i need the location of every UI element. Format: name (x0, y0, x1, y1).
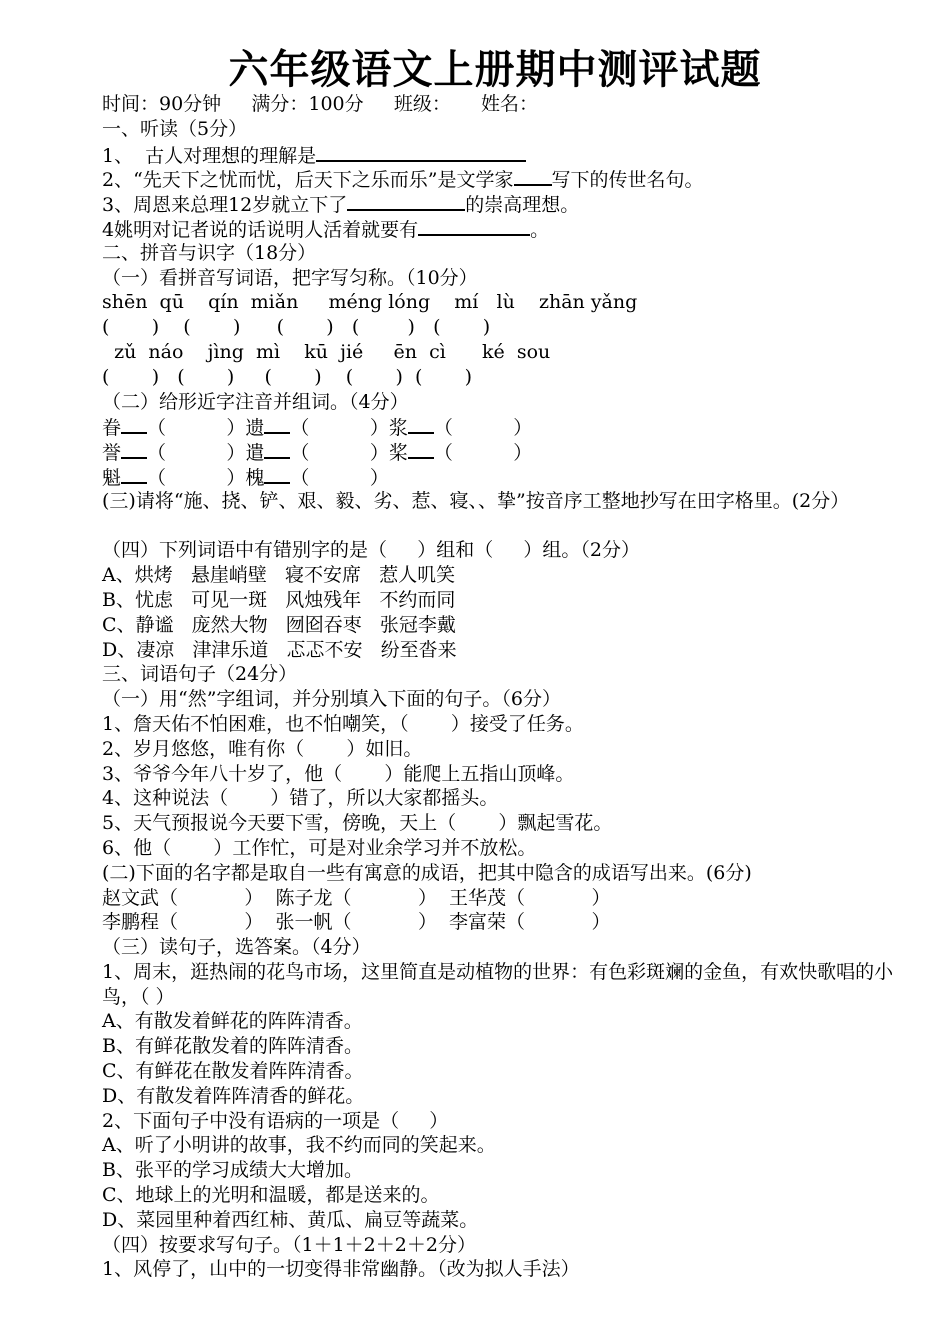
exam-line (102, 191, 902, 216)
line-text: 。 (530, 218, 550, 241)
exam-line (102, 836, 902, 861)
line-text: （一）看拼音写词语，把字写匀称。（10分） (102, 266, 478, 289)
line-text: 1、 古人对理想的理解是 (102, 144, 317, 167)
line-text: zǔ náo jìng mì kū jié ēn cì ké sou (102, 340, 551, 363)
exam-line (102, 315, 902, 340)
answer-blank[interactable] (347, 191, 465, 211)
exam-line (102, 390, 902, 415)
spacer (102, 514, 902, 539)
exam-line (102, 588, 902, 613)
exam-line (102, 166, 902, 191)
exam-line (102, 1109, 902, 1134)
answer-blank[interactable] (121, 439, 147, 459)
line-text: D、有散发着阵阵清香的鲜花。 (102, 1084, 365, 1107)
exam-line (102, 1133, 902, 1158)
page-title: 六年级语文上册期中测评试题 (228, 46, 762, 93)
line-text: D、凄凉 津津乐道 忑忑不安 纷至沓来 (102, 638, 457, 661)
line-text: shēn qū qín miǎn méng lóng mí lù zhān yǎng (102, 291, 638, 314)
exam-line (102, 439, 902, 464)
line-text: 5、天气预报说今天要下雪，傍晚，天上（ ）飘起雪花。 (102, 812, 613, 835)
line-text: （四）下列词语中有错别字的是（ ）组和（ ）组。（2分） (102, 539, 640, 562)
answer-blank[interactable] (264, 439, 290, 459)
line-text: 写下的传世名句。 (551, 169, 704, 192)
exam-line (102, 142, 902, 167)
line-text: C、静谧 庞然大物 囫囵吞枣 张冠李戴 (102, 613, 456, 636)
answer-blank[interactable] (514, 166, 552, 186)
exam-line (102, 1084, 902, 1109)
exam-header: 时间：90分钟 满分：100分 班级： 姓名： (102, 93, 539, 115)
line-text: 1、风停了，山中的一切变得非常幽静。（改为拟人手法） (102, 1258, 580, 1281)
line-text: C、地球上的光明和温暖，都是送来的。 (102, 1184, 440, 1207)
answer-blank[interactable] (264, 464, 290, 484)
line-text: 4姚明对记者说的话说明人活着就要有 (102, 218, 419, 241)
exam-line (102, 464, 902, 489)
exam-line (102, 687, 902, 712)
line-text: D、菜园里种着西红柿、黄瓜、扁豆等蔬菜。 (102, 1208, 479, 1231)
exam-line (102, 1009, 902, 1034)
exam-line (102, 811, 902, 836)
line-text: （ ）槐 (147, 466, 265, 489)
exam-line (102, 1183, 902, 1208)
line-text: 眷 (102, 417, 122, 440)
line-text: B、忧虑 可见一斑 风烛残年 不约而同 (102, 588, 456, 611)
exam-line (102, 489, 902, 514)
exam-line (102, 613, 902, 638)
exam-line (102, 1233, 902, 1258)
line-text: 誉 (102, 442, 122, 465)
exam-line (102, 365, 902, 390)
exam-line (102, 414, 902, 439)
line-text: (三)请将“施、挠、铲、艰、毅、劣、惹、寝、、挚”按音序工整地抄写在田字格里。(2分） (102, 489, 850, 512)
line-text: B、有鲜花散发着的阵阵清香。 (102, 1035, 363, 1058)
line-text: 2、“先天下之忧而忧，后天下之乐而乐”是文学家 (102, 169, 514, 192)
exam-line (102, 340, 902, 365)
exam-line (102, 1158, 902, 1183)
line-text: ( ) ( ) ( ) ( ) ( ) (102, 365, 473, 388)
answer-blank[interactable] (408, 414, 434, 434)
line-text: 3、爷爷今年八十岁了，他（ ）能爬上五指山顶峰。 (102, 762, 575, 785)
line-text: （ ）遗 (147, 417, 265, 440)
line-text: （ ）浆 (290, 417, 408, 440)
line-text: 4、这种说法（ ）错了，所以大家都摇头。 (102, 787, 499, 810)
line-text: （ ） (433, 417, 533, 440)
line-text: 一、听读（5分） (102, 117, 248, 140)
exam-line (102, 216, 902, 241)
line-text: （ ）桨 (290, 442, 408, 465)
line-text: ( ) ( ) ( ) ( ) ( ) (102, 316, 491, 339)
line-text: 三、词语句子（24分） (102, 663, 298, 686)
line-text: 赵文武（ ） 陈子龙（ ） 王华茂（ ） (102, 886, 611, 909)
line-text: 二、拼音与识字（18分） (102, 241, 317, 264)
line-text: B、张平的学习成绩大大增加。 (102, 1159, 363, 1182)
line-text: 1、詹天佑不怕困难，也不怕嘲笑，（ ）接受了任务。 (102, 712, 584, 735)
exam-line (102, 712, 902, 737)
line-text: (二)下面的名字都是取自一些有寓意的成语，把其中隐含的成语写出来。(6分) (102, 861, 752, 884)
exam-line (102, 563, 902, 588)
exam-line (102, 786, 902, 811)
exam-body (102, 92, 902, 1282)
exam-line (102, 762, 902, 787)
line-text: （三）读句子，选答案。（4分） (102, 936, 371, 959)
answer-blank[interactable] (121, 414, 147, 434)
line-text: A、烘烤 悬崖峭壁 寝不安席 惹人叽笑 (102, 564, 456, 587)
exam-line (102, 960, 902, 1010)
answer-blank[interactable] (121, 464, 147, 484)
exam-line (102, 910, 902, 935)
exam-line (102, 1257, 902, 1282)
answer-blank[interactable] (408, 439, 434, 459)
exam-line (102, 290, 902, 315)
line-text: C、有鲜花在散发着阵阵清香。 (102, 1060, 364, 1083)
line-text: 6、他（ ）工作忙，可是对业余学习并不放松。 (102, 836, 537, 859)
line-text: 李鹏程（ ） 张一帆（ ） 李富荣（ ） (102, 911, 611, 934)
line-text: 魁 (102, 466, 122, 489)
answer-blank[interactable] (418, 216, 530, 236)
exam-line (102, 241, 902, 266)
exam-line (102, 861, 902, 886)
exam-line (102, 117, 902, 142)
exam-line (102, 886, 902, 911)
line-text: （ ） (290, 466, 389, 489)
line-text: 3、周恩来总理12岁就立下了 (102, 194, 348, 217)
line-text: 2、下面句子中没有语病的一项是（ ） (102, 1109, 449, 1132)
line-text: 2、岁月悠悠，唯有你（ ）如旧。 (102, 737, 423, 760)
exam-line (102, 737, 902, 762)
exam-line (102, 1034, 902, 1059)
line-text: A、听了小明讲的故事，我不约而同的笑起来。 (102, 1134, 496, 1157)
line-text: A、有散发着鲜花的阵阵清香。 (102, 1010, 363, 1033)
line-text: （四）按要求写句子。（1＋1＋2＋2＋2分） (102, 1233, 476, 1256)
answer-blank[interactable] (264, 414, 290, 434)
line-text: （ ）遣 (147, 442, 265, 465)
exam-line (102, 1059, 902, 1084)
line-text: （二）给形近字注音并组词。（4分） (102, 390, 409, 413)
line-text: 的崇高理想。 (465, 194, 580, 217)
exam-line (102, 935, 902, 960)
answer-blank[interactable] (316, 142, 526, 162)
line-text: （一）用“然”字组词，并分别填入下面的句子。（6分） (102, 688, 562, 711)
exam-line (102, 1208, 902, 1233)
exam-line (102, 538, 902, 563)
line-text: 1、周末，逛热闹的花鸟市场，这里简直是动植物的世界：有色彩斑斓的金鱼，有欢快歌唱的小鸟，（ ） (102, 960, 894, 1008)
exam-line (102, 266, 902, 291)
exam-line (102, 638, 902, 663)
line-text: （ ） (433, 442, 533, 465)
exam-line (102, 662, 902, 687)
